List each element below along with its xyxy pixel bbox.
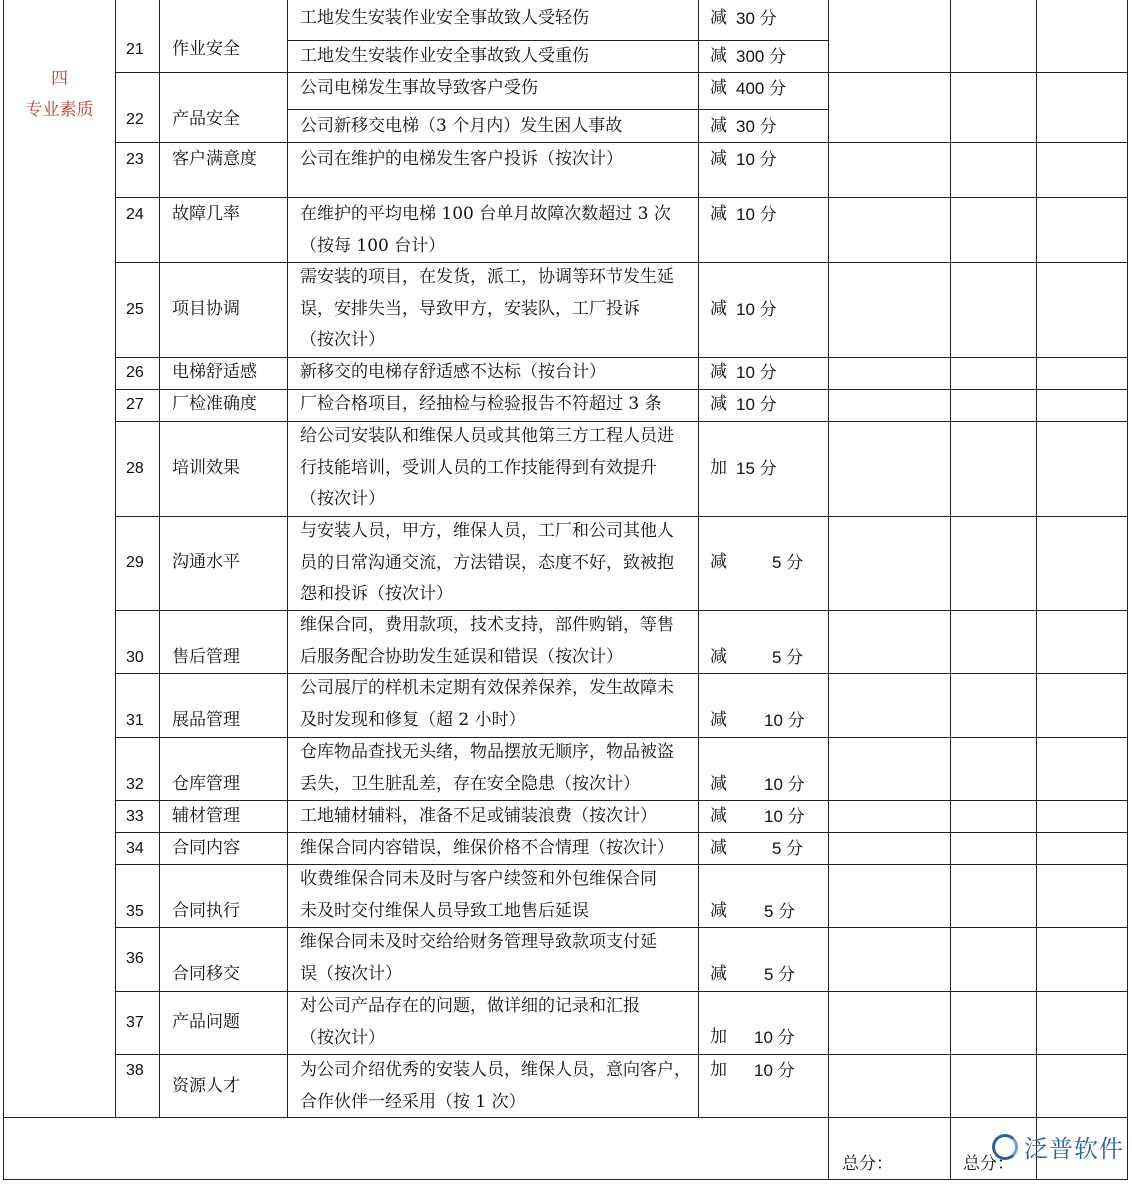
item-number: 26 [126, 364, 144, 381]
item-number: 33 [126, 808, 144, 825]
score-value: 5 分 [764, 902, 796, 921]
score-value: 10 分 [736, 300, 777, 319]
item-description: 公司在维护的电梯发生客户投诉（按次计） [300, 149, 623, 169]
table-border-right [1127, 0, 1128, 1180]
item-name: 资源人才 [172, 1076, 240, 1096]
score-op: 减 [710, 46, 727, 66]
item-description: 公司电梯发生事故导致客户受伤 [300, 78, 538, 98]
item-description: 厂检合格项目，经抽检与检验报告不符超过 3 条 [300, 394, 662, 414]
score-value: 10 分 [736, 150, 777, 169]
score-op: 减 [710, 710, 727, 730]
column-divider [950, 0, 951, 1180]
score-value: 5 分 [772, 648, 804, 667]
score-op: 加 [710, 458, 727, 478]
item-number: 35 [126, 903, 144, 920]
item-name: 合同执行 [172, 901, 240, 921]
item-description: 收费维保合同未及时与客户续签和外包维保合同 未及时交付维保人员导致工地售后延误 [300, 869, 657, 921]
item-description: 工地发生安装作业安全事故致人受重伤 [300, 46, 589, 66]
item-number: 37 [126, 1014, 144, 1031]
total-score-label: 总分： [963, 1154, 1014, 1174]
item-name: 故障几率 [172, 204, 240, 224]
item-number: 21 [126, 41, 144, 58]
item-description: 工地发生安装作业安全事故致人受轻伤 [300, 8, 589, 28]
column-divider [287, 0, 288, 1117]
score-op: 减 [710, 647, 727, 667]
item-description: 仓库物品查找无头绪，物品摆放无顺序，物品被盗 丢失，卫生脏乱差，存在安全隐患（按次计） [300, 742, 674, 794]
category-title: 专业素质 [25, 100, 94, 120]
score-op: 减 [710, 362, 727, 382]
score-op: 减 [710, 838, 727, 858]
item-name: 培训效果 [172, 458, 240, 478]
item-name: 沟通水平 [172, 552, 240, 572]
score-value: 30 分 [736, 117, 777, 136]
item-name: 产品问题 [172, 1012, 240, 1032]
score-op: 减 [710, 394, 727, 414]
item-number: 36 [126, 950, 144, 967]
score-op: 减 [710, 204, 727, 224]
item-name: 产品安全 [172, 109, 240, 129]
category-label [4, 64, 115, 126]
item-number: 29 [126, 554, 144, 571]
score-value: 400 分 [736, 79, 787, 98]
score-op: 加 [710, 1027, 727, 1047]
item-description: 给公司安装队和维保人员或其他第三方工程人员进 行技能培训，受训人员的工作技能得到有效提升 （按次计） [300, 426, 674, 509]
item-number: 25 [126, 301, 144, 318]
item-number: 30 [126, 649, 144, 666]
logo-text: 泛普软件 [1024, 1135, 1124, 1163]
item-name: 仓库管理 [172, 774, 240, 794]
item-description: 公司新移交电梯（3 个月内）发生困人事故 [300, 116, 623, 136]
item-number: 23 [126, 151, 144, 168]
item-name: 合同移交 [172, 964, 240, 984]
item-name: 作业安全 [172, 39, 240, 59]
score-value: 15 分 [736, 459, 777, 478]
item-name: 厂检准确度 [172, 394, 257, 414]
score-op: 减 [710, 299, 727, 319]
item-description: 公司展厅的样机未定期有效保养保养，发生故障未 及时发现和修复（超 2 小时） [300, 678, 674, 730]
score-value: 10 分 [764, 711, 805, 730]
item-number: 28 [126, 460, 144, 477]
item-description: 维保合同内容错误，维保价格不合情理（按次计） [300, 838, 674, 858]
column-divider [698, 0, 699, 1117]
table-border-bottom [3, 1179, 1128, 1180]
item-number: 22 [126, 111, 144, 128]
score-op: 减 [710, 78, 727, 98]
score-value: 10 分 [736, 363, 777, 382]
score-op: 减 [710, 901, 727, 921]
score-value: 300 分 [736, 47, 787, 66]
score-op: 减 [710, 552, 727, 572]
item-name: 电梯舒适感 [172, 362, 257, 382]
row-divider [115, 357, 1128, 358]
item-number: 31 [126, 712, 144, 729]
score-op: 减 [710, 116, 727, 136]
score-op: 减 [710, 774, 727, 794]
item-number: 38 [126, 1062, 144, 1079]
item-name: 展品管理 [172, 710, 240, 730]
item-description: 需安装的项目，在发货，派工，协调等环节发生延 误，安排失当，导致甲方，安装队，工厂投诉 （按次计） [300, 267, 674, 350]
score-op: 减 [710, 964, 727, 984]
item-number: 27 [126, 396, 144, 413]
score-value: 10 分 [754, 1028, 795, 1047]
column-divider [828, 0, 829, 1180]
item-description: 新移交的电梯存舒适感不达标（按台计） [300, 362, 606, 382]
score-value: 10 分 [754, 1061, 795, 1080]
item-description: 工地辅材辅料，准备不足或铺装浪费（按次计） [300, 806, 657, 826]
table-border-left [3, 0, 4, 1180]
item-name: 客户满意度 [172, 149, 257, 169]
item-number: 34 [126, 840, 144, 857]
row-divider [287, 109, 828, 110]
score-op: 减 [710, 149, 727, 169]
row-divider [115, 72, 1128, 73]
item-number: 24 [126, 206, 144, 223]
score-value: 10 分 [764, 807, 805, 826]
item-description: 对公司产品存在的问题，做详细的记录和汇报 （按次计） [300, 996, 640, 1048]
item-description: 维保合同，费用款项，技术支持，部件购销，等售 后服务配合协助发生延误和错误（按次计） [300, 615, 674, 667]
score-value: 10 分 [736, 205, 777, 224]
logo-icon [992, 1134, 1018, 1160]
score-value: 5 分 [772, 553, 804, 572]
score-value: 10 分 [764, 775, 805, 794]
item-name: 项目协调 [172, 299, 240, 319]
score-op: 加 [710, 1060, 727, 1080]
row-divider [115, 197, 1128, 198]
item-description: 为公司介绍优秀的安装人员，维保人员，意向客户， 合作伙伴一经采用（按 1 次） [300, 1060, 691, 1112]
column-divider [1036, 0, 1037, 1180]
total-score-label: 总分： [842, 1154, 893, 1174]
category-number: 四 [51, 69, 68, 89]
item-number: 32 [126, 776, 144, 793]
score-value: 5 分 [764, 965, 796, 984]
score-value: 5 分 [772, 839, 804, 858]
score-op: 减 [710, 806, 727, 826]
item-name: 合同内容 [172, 838, 240, 858]
item-name: 辅材管理 [172, 806, 240, 826]
item-description: 维保合同未及时交给给财务管理导致款项支付延 误（按次计） [300, 932, 657, 984]
item-description: 在维护的平均电梯 100 台单月故障次数超过 3 次 （按每 100 台计） [300, 204, 671, 256]
score-op: 减 [710, 8, 727, 28]
column-divider [115, 0, 116, 1117]
score-value: 30 分 [736, 9, 777, 28]
column-divider [159, 0, 160, 1117]
score-value: 10 分 [736, 395, 777, 414]
item-name: 售后管理 [172, 647, 240, 667]
item-description: 与安装人员，甲方，维保人员，工厂和公司其他人 员的日常沟通交流，方法错误，态度不好，致被抱 怨和投诉（按次计） [300, 521, 674, 604]
brand-logo [992, 1129, 1124, 1164]
